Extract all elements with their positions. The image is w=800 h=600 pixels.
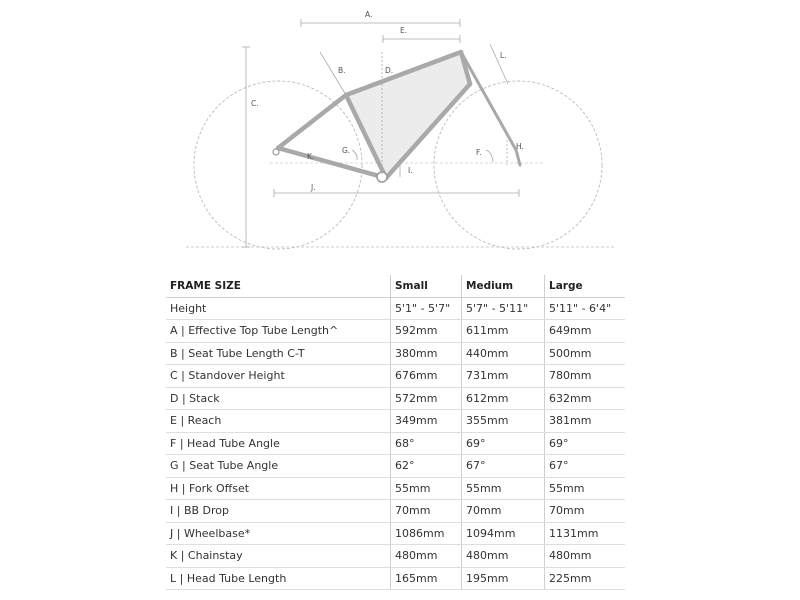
table-row-label: F | Head Tube Angle <box>166 432 391 455</box>
label-b: B. <box>338 66 346 75</box>
table-row <box>166 522 625 545</box>
table-cell: 380mm <box>391 342 462 365</box>
table-cell: 1094mm <box>462 522 545 545</box>
table-row <box>166 432 625 455</box>
table-cell: 5'7" - 5'11" <box>462 297 545 320</box>
table-cell: 5'1" - 5'7" <box>391 297 462 320</box>
table-cell: 632mm <box>545 387 626 410</box>
table-row-label: K | Chainstay <box>166 545 391 568</box>
table-row <box>166 455 625 478</box>
table-row-label: E | Reach <box>166 410 391 433</box>
table-cell: 62° <box>391 455 462 478</box>
table-cell: 355mm <box>462 410 545 433</box>
label-d: D. <box>385 66 394 75</box>
rear-axle <box>273 149 279 155</box>
table-header-cell: Large <box>545 275 626 297</box>
table-header-cell: Small <box>391 275 462 297</box>
frame-geometry-table <box>166 275 625 590</box>
table-row-label: G | Seat Tube Angle <box>166 455 391 478</box>
table-cell: 70mm <box>462 500 545 523</box>
table-cell: 500mm <box>545 342 626 365</box>
table-cell: 381mm <box>545 410 626 433</box>
label-f: F. <box>476 148 482 157</box>
label-j: J. <box>311 183 316 192</box>
table-cell: 649mm <box>545 320 626 343</box>
table-cell: 480mm <box>545 545 626 568</box>
label-k: K. <box>307 152 315 161</box>
table-cell: 592mm <box>391 320 462 343</box>
table-cell: 69° <box>462 432 545 455</box>
table-row-label: C | Standover Height <box>166 365 391 388</box>
table-cell: 676mm <box>391 365 462 388</box>
table-row <box>166 545 625 568</box>
label-l: L. <box>500 51 507 60</box>
table-cell: 1131mm <box>545 522 626 545</box>
label-c: C. <box>251 99 259 108</box>
label-a: A. <box>365 10 373 19</box>
table-row <box>166 320 625 343</box>
table-cell: 1086mm <box>391 522 462 545</box>
table-header-cell: FRAME SIZE <box>166 275 391 297</box>
table-cell: 611mm <box>462 320 545 343</box>
table-cell: 70mm <box>545 500 626 523</box>
table-header-cell: Medium <box>462 275 545 297</box>
table-row-label: I | BB Drop <box>166 500 391 523</box>
table-cell: 70mm <box>391 500 462 523</box>
table-cell: 69° <box>545 432 626 455</box>
table-cell: 731mm <box>462 365 545 388</box>
table-row <box>166 387 625 410</box>
table-cell: 612mm <box>462 387 545 410</box>
label-h: H. <box>516 142 524 151</box>
table-cell: 572mm <box>391 387 462 410</box>
table-cell: 55mm <box>391 477 462 500</box>
table-cell: 195mm <box>462 567 545 590</box>
table-row-label: Height <box>166 297 391 320</box>
table-row-label: A | Effective Top Tube Length^ <box>166 320 391 343</box>
bike-geometry-diagram <box>0 0 800 262</box>
table-cell: 480mm <box>462 545 545 568</box>
label-i: I. <box>408 166 413 175</box>
table-row <box>166 567 625 590</box>
table-cell: 165mm <box>391 567 462 590</box>
table-cell: 225mm <box>545 567 626 590</box>
table-cell: 480mm <box>391 545 462 568</box>
table-cell: 349mm <box>391 410 462 433</box>
table-row-label: J | Wheelbase* <box>166 522 391 545</box>
label-g: G. <box>342 146 351 155</box>
table-row <box>166 365 625 388</box>
table-row-label: B | Seat Tube Length C-T <box>166 342 391 365</box>
table-cell: 67° <box>545 455 626 478</box>
table-row-label: L | Head Tube Length <box>166 567 391 590</box>
table-cell: 780mm <box>545 365 626 388</box>
table-row <box>166 297 625 320</box>
table-cell: 55mm <box>462 477 545 500</box>
table-row <box>166 500 625 523</box>
table-cell: 55mm <box>545 477 626 500</box>
table-cell: 67° <box>462 455 545 478</box>
table-row <box>166 477 625 500</box>
table-cell: 440mm <box>462 342 545 365</box>
table-row <box>166 342 625 365</box>
table-row-label: D | Stack <box>166 387 391 410</box>
table-row <box>166 410 625 433</box>
table-row-label: H | Fork Offset <box>166 477 391 500</box>
table-cell: 5'11" - 6'4" <box>545 297 626 320</box>
table-header-row <box>166 275 625 297</box>
table-cell: 68° <box>391 432 462 455</box>
label-e: E. <box>400 26 408 35</box>
front-wheel <box>434 81 602 249</box>
